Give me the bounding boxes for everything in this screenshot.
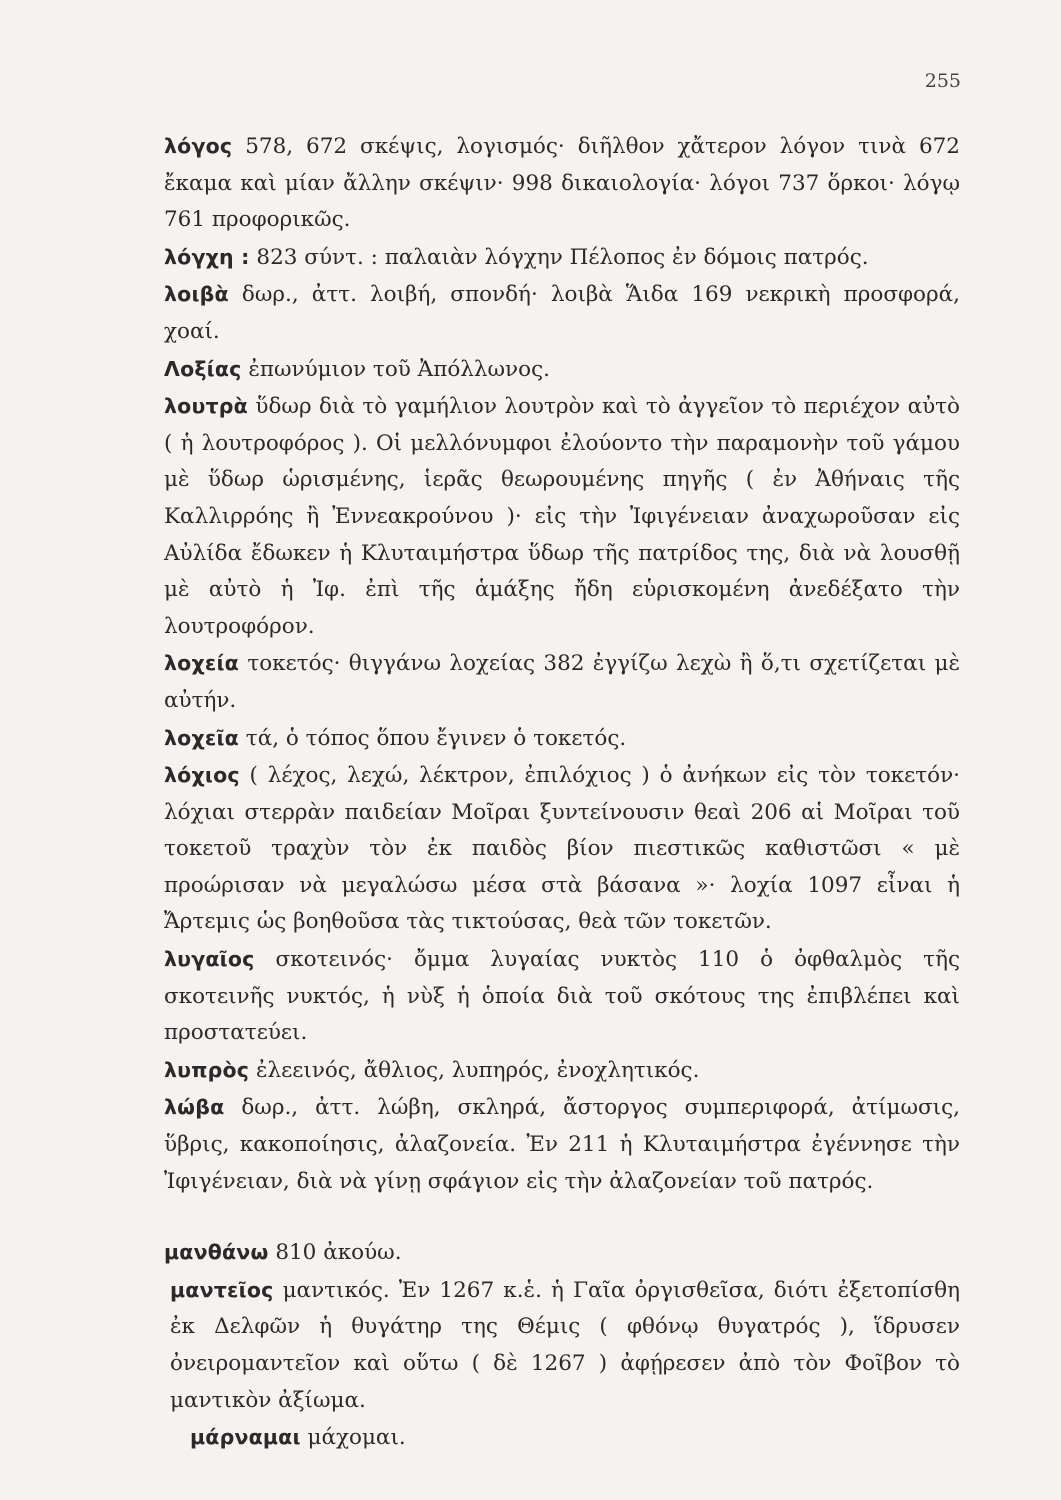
headword: λόχιος <box>164 763 240 788</box>
glossary-entry <box>164 128 967 239</box>
headword: λόγχη : <box>164 244 250 269</box>
headword: μαντεῖος <box>170 1277 274 1302</box>
definition: δωρ., ἀττ. λώβη, σκληρά, ἄστοργος συμπεριφορά, ἀτίμωσις, ὕβρις, κακοποίησις, ἀλαζονεία. Ἐν 211 ἡ Κλυταιμήστρα ἐγέννησε τὴν Ἰφιγένειαν, διὰ νὰ γίνῃ σφάγιον εἰς τὴν ἀλαζονείαν τοῦ πατρός. <box>164 1095 967 1194</box>
definition: μαντικός. Ἐν 1267 κ.ἑ. ἡ Γαῖα ὀργισθεῖσα, διότι ἐξετοπίσθη ἐκ Δελφῶν ἡ θυγάτηρ της Θέμις ( φθόνῳ θυγατρός ), ἵδρυσεν ὀνειρομαντεῖον καὶ οὕτω ( δὲ 1267 ) ἀφῄρεσεν ἀπὸ τὸν Φοῖβον τὸ μαντικὸν ἀξίωμα. <box>170 1277 967 1413</box>
glossary-entry <box>164 1272 967 1419</box>
page-number: 255 <box>924 70 961 92</box>
headword: μάρναμαι <box>190 1425 301 1450</box>
definition: μάχομαι. <box>300 1425 406 1451</box>
glossary-entry <box>164 1419 960 1457</box>
glossary-entry <box>164 941 967 1052</box>
definition: ἐπωνύμιον τοῦ Ἀπόλλωνος. <box>241 356 550 382</box>
glossary-entry <box>164 645 967 719</box>
glossary-entry <box>164 351 960 389</box>
headword: λυγαῖος <box>164 947 255 972</box>
definition: δωρ., ἀττ. λοιβή, σπονδή· λοιβὰ Ἅιδα 169 νεκρικὴ προσφορά, χοαί. <box>164 282 967 344</box>
glossary-entry <box>164 1052 960 1090</box>
definition: τοκετός· θιγγάνω λοχείας 382 ἐγγίζω λεχὼ ἢ ὅ,τι σχετίζεται μὲ αὐτήν. <box>164 651 967 713</box>
definition: ( λέχος, λεχώ, λέκτρον, ἐπιλόχιος ) ὁ ἀνήκων εἰς τὸν τοκετόν· λόχιαι στερρὰν παιδείαν Μοῖραι ξυντείνουσιν θεαὶ 206 αἱ Μοῖραι τοῦ τοκετοῦ τραχὺν τὸν ἐκ παιδὸς βίον πιεστικῶς καθιστῶσι « μὲ προώρισαν νὰ μεγαλώσω μέσα στὰ βάσανα »· λοχία 1097 εἶναι ἡ Ἄρτεμις ὡς βοηθοῦσα τὰς τικτούσας, θεὰ τῶν τοκετῶν. <box>164 763 967 935</box>
glossary-entry <box>164 388 967 645</box>
definition: ὕδωρ διὰ τὸ γαμήλιον λουτρὸν καὶ τὸ ἀγγεῖον τὸ περιέχον αὐτὸ ( ἡ λουτροφόρος ). Οἱ μελλόνυμφοι ἐλούοντο τὴν παραμονὴν τοῦ γάμου μὲ ὕδωρ ὡρισμένης, ἱερᾶς θεωρουμένης πηγῆς ( ἐν Ἀθήναις τῆς Καλλιρρόης ἢ Ἐννεακρούνου )· εἰς τὴν Ἰφιγένειαν ἀναχωροῦσαν εἰς Αὐλίδα ἔδωκεν ἡ Κλυταιμήστρα ὕδωρ τῆς πατρίδος της, διὰ νὰ λουσθῇ μὲ αὐτὸ ἡ Ἰφ. ἐπὶ τῆς ἁμάξης ἤδη εὑρισκομένη ἀνεδέξατο τὴν λουτροφόρον. <box>164 394 967 639</box>
glossary-entry <box>164 757 967 941</box>
glossary-entry <box>164 720 960 758</box>
headword: λουτρὰ <box>164 394 248 419</box>
headword: λοχεία <box>164 651 239 676</box>
headword: λώβα <box>164 1095 225 1120</box>
headword: λοιβὰ <box>164 282 229 307</box>
glossary-entry <box>164 276 967 350</box>
glossary-entry <box>164 1089 967 1200</box>
glossary-entries <box>164 128 967 1457</box>
definition: 823 σύντ. : παλαιὰν λόγχην Πέλοπος ἐν δόμοις πατρός. <box>249 244 869 270</box>
headword: λυπρὸς <box>164 1057 250 1082</box>
definition: 578, 672 σκέψις, λογισμός· διῆλθον χἄτερον λόγον τινὰ 672 ἔκαμα καὶ μίαν ἄλλην σκέψιν· 998 δικαιολογία· λόγοι 737 ὅρκοι· λόγῳ 761 προφορικῶς. <box>164 134 967 233</box>
headword: λόγος <box>164 134 233 158</box>
definition: σκοτεινός· ὄμμα λυγαίας νυκτὸς 110 ὁ ὀφθαλμὸς τῆς σκοτεινῆς νυκτός, ἡ νὺξ ἡ ὁποία διὰ τοῦ σκότους της ἐπιβλέπει καὶ προστατεύει. <box>164 947 967 1046</box>
headword: Λοξίας <box>164 356 242 381</box>
headword: λοχεῖα <box>164 725 239 750</box>
definition: ἐλεεινός, ἄθλιος, λυπηρός, ἐνοχλητικός. <box>249 1057 700 1083</box>
headword: μανθάνω <box>164 1240 269 1265</box>
definition: 810 ἀκούω. <box>268 1240 402 1266</box>
definition: τά, ὁ τόπος ὅπου ἔγινεν ὁ τοκετός. <box>238 725 627 751</box>
glossary-entry <box>164 1234 960 1272</box>
glossary-entry <box>164 239 960 277</box>
